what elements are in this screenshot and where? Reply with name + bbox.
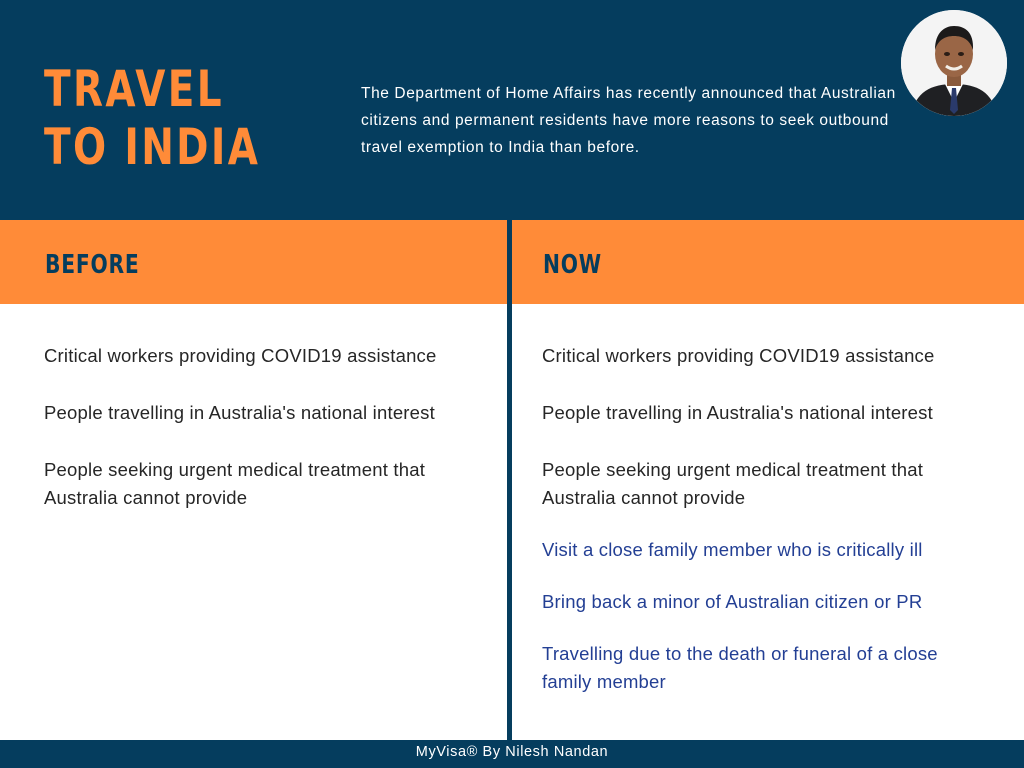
- before-header: [0, 220, 507, 304]
- list-item-new: Travelling due to the death or funeral of a close family member: [542, 643, 938, 692]
- header-banner: [0, 0, 1024, 220]
- author-avatar: [901, 10, 1007, 116]
- list-item: People seeking urgent medical treatment that Australia cannot provide: [542, 459, 924, 508]
- intro-text: The Department of Home Affairs has recently announced that Australian citizens and permanent residents have more reasons to seek outbound travel exemption to India than before.: [361, 85, 896, 156]
- list-item: People travelling in Australia's national interest: [44, 402, 435, 423]
- now-header: [512, 220, 1024, 304]
- footer-credit: MyVisa® By Nilesh Nandan: [0, 740, 1024, 768]
- list-item: Critical workers providing COVID19 assistance: [44, 345, 437, 366]
- list-item: People seeking urgent medical treatment that Australia cannot provide: [44, 459, 426, 508]
- now-label: NOW: [543, 250, 602, 280]
- now-list: [542, 342, 982, 696]
- page-title: TRAVEL TO INDIA: [44, 60, 261, 176]
- list-item: Critical workers providing COVID19 assistance: [542, 345, 935, 366]
- list-item: People travelling in Australia's national interest: [542, 402, 933, 423]
- column-divider: [507, 220, 512, 740]
- before-label: BEFORE: [45, 250, 140, 280]
- list-item-new: Bring back a minor of Australian citizen or PR: [542, 591, 923, 612]
- before-list: [44, 342, 484, 512]
- portrait-image: [901, 10, 1007, 116]
- list-item-new: Visit a close family member who is critically ill: [542, 539, 923, 560]
